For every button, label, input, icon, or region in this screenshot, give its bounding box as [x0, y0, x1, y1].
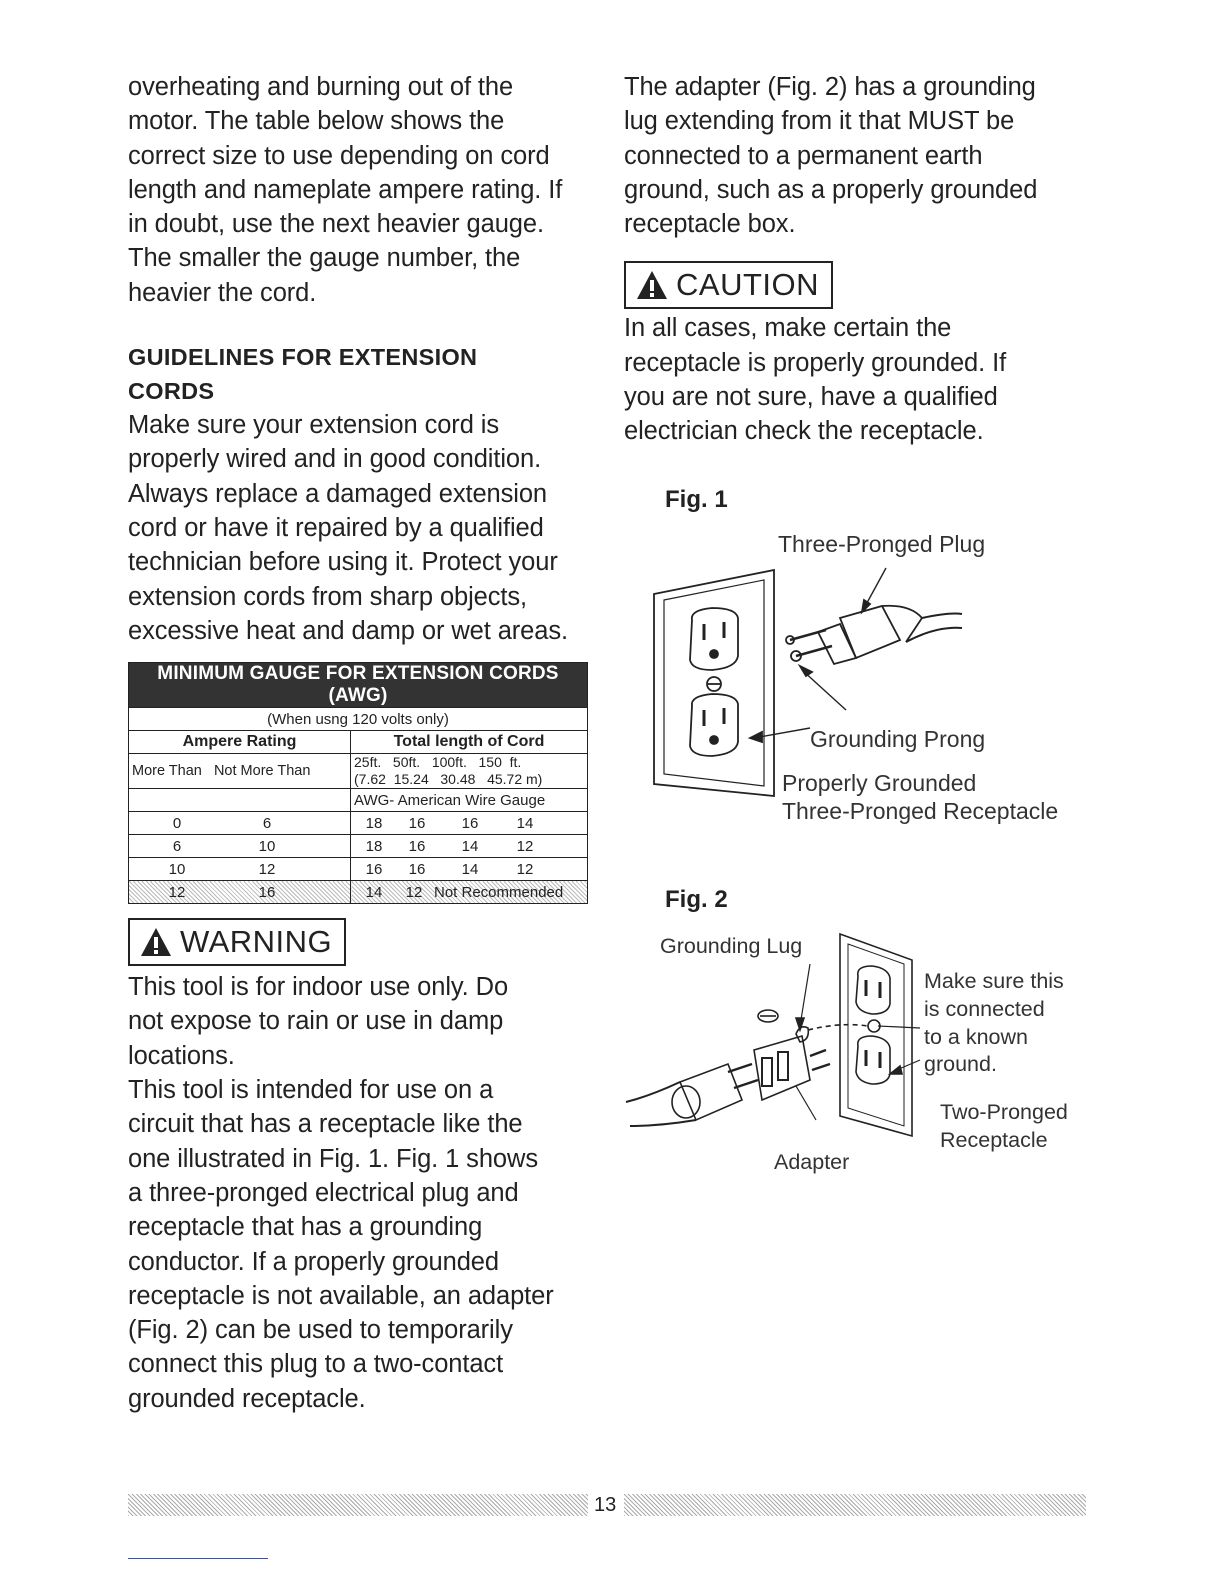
bottom-rule — [128, 1558, 268, 1559]
gauge-table — [128, 662, 588, 904]
fig2-illustration — [620, 930, 930, 1140]
caution-alert — [624, 261, 1094, 309]
fig1-prong-label: Grounding Prong — [810, 726, 986, 752]
fig2-lug-label: Grounding Lug — [660, 934, 803, 958]
awg-note: AWG- American Wire Gauge — [351, 789, 588, 812]
fig2-note-2: is connected — [924, 997, 1045, 1021]
table-row: 0 6 18 16 16 14 — [129, 812, 588, 835]
table-row: 12 16 14 12 Not Recommended — [129, 881, 588, 904]
cord-length-header: Total length of Cord — [351, 731, 588, 754]
warning-triangle-icon — [140, 927, 172, 957]
lengths-subheader: 25ft. 50ft. 100ft. 150 ft. (7.62 15.24 30.48 45.72 m) — [351, 754, 588, 789]
caution-paragraph: In all cases, make certain the receptacle is properly grounded. If you are not sure, have a qualified electrician check the receptacle. — [624, 314, 1007, 446]
table-subtitle: (When usng 120 volts only) — [129, 708, 588, 731]
fig2-label: Fig. 2 — [665, 886, 728, 913]
fig1-label: Fig. 1 — [665, 486, 728, 513]
footer-rule-right — [624, 1494, 1086, 1516]
intro-paragraph: overheating and burning out of the motor. The table below shows the correct size to use depending on cord length and nameplate ampere rating. If in doubt, use the next heavier gauge. The smaller the gauge number, the heavier the cord. — [128, 73, 563, 307]
fig2-receptacle-2: Receptacle — [940, 1128, 1048, 1152]
right-column — [624, 70, 1094, 449]
section-heading: GUIDELINES FOR EXTENSION CORDS — [128, 344, 478, 405]
fig2-note-1: Make sure this — [924, 969, 1064, 993]
fig2-adapter-label: Adapter — [774, 1150, 850, 1174]
page-number: 13 — [594, 1494, 617, 1516]
ampere-rating-header: Ampere Rating — [129, 731, 351, 754]
fig2-note-3: to a known — [924, 1025, 1028, 1049]
fig1-plug-label: Three-Pronged Plug — [778, 531, 986, 557]
fig1-receptacle-label-1: Properly Grounded — [782, 770, 977, 796]
ampere-subheader: More Than Not More Than — [129, 754, 351, 789]
fig1-receptacle-label-2: Three-Pronged Receptacle — [782, 798, 1059, 824]
adapter-paragraph: The adapter (Fig. 2) has a grounding lug extending from it that MUST be connected to a permanent earth ground, such as a properly grounded receptacle box. — [624, 73, 1038, 239]
fig2-receptacle-1: Two-Pronged — [940, 1100, 1068, 1124]
fig2-note-4: ground. — [924, 1052, 997, 1076]
warning-triangle-icon — [636, 270, 668, 300]
table-row: 10 12 16 16 14 12 — [129, 858, 588, 881]
table-title: MINIMUM GAUGE FOR EXTENSION CORDS (AWG) — [129, 663, 588, 708]
empty-cell — [129, 789, 351, 812]
circuit-paragraph: This tool is intended for use on a circuit that has a receptacle like the one illustrated in Fig. 1. Fig. 1 shows a three-pronged electrical plug and receptacle that has a grounding conductor. If a properly grounded receptacle is not available, an adapter (Fig. 2) can be used to temporarily connect this plug to a two-contact grounded receptacle. — [128, 1076, 554, 1413]
caution-label: CAUTION — [676, 267, 819, 303]
left-column — [128, 70, 590, 1416]
footer-rule-left — [128, 1494, 588, 1516]
table-row: 6 10 18 16 14 12 — [129, 835, 588, 858]
guidelines-paragraph: Make sure your extension cord is properly wired and in good condition. Always replace a damaged extension cord or have it repaired by a qualified technician before using it. Protect your extension cords from sharp objects, excessive heat and damp or wet areas. — [128, 411, 568, 645]
warning-label: WARNING — [180, 924, 333, 960]
warning-alert — [128, 918, 590, 966]
warning-paragraph: This tool is for indoor use only. Do not expose to rain or use in damp locations. — [128, 973, 509, 1070]
